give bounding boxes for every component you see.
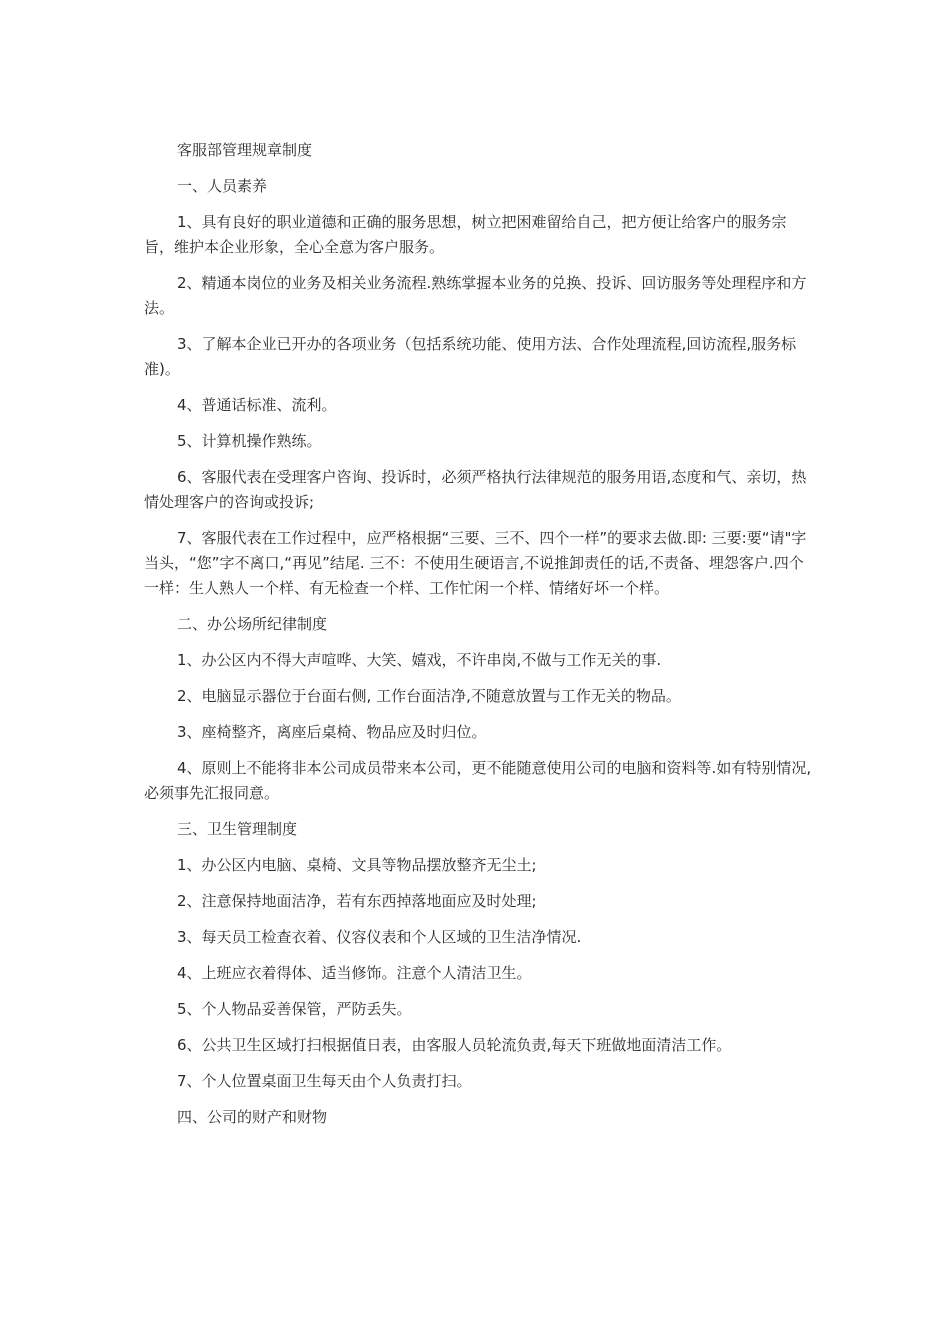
section-heading-4: 四、公司的财产和财物 xyxy=(177,1108,328,1126)
paragraph: 2、注意保持地面洁净，若有东西掉落地面应及时处理; xyxy=(177,892,537,910)
section-heading-2: 二、办公场所纪律制度 xyxy=(177,615,328,633)
document-title: 客服部管理规章制度 xyxy=(177,141,313,159)
paragraph: 7、个人位置桌面卫生每天由个人负责打扫。 xyxy=(177,1072,472,1090)
paragraph: 1、办公区内电脑、桌椅、文具等物品摆放整齐无尘土; xyxy=(177,856,537,874)
paragraph: 2、精通本岗位的业务及相关业务流程.熟练掌握本业务的兑换、投诉、回访服务等处理程序和方法。 xyxy=(144,274,807,317)
paragraph: 3、了解本企业已开办的各项业务（包括系统功能、使用方法、合作处理流程,回访流程,服务标准)。 xyxy=(144,335,797,378)
paragraph: 7、客服代表在工作过程中，应严格根据“三要、三不、四个一样”的要求去做.即: 三要:要“请"字当头，“您”字不离口,“再见”结尾. 三不：不使用生硬语言,不说推卸责任的话,不责备、埋怨客户.四个一样：生人熟人一个样、有无检查一个样、工作忙闲一个样、情绪好坏一个样。 xyxy=(144,529,807,597)
paragraph: 5、个人物品妥善保管，严防丢失。 xyxy=(177,1000,412,1018)
paragraph: 4、上班应衣着得体、适当修饰。注意个人清洁卫生。 xyxy=(177,964,532,982)
paragraph: 6、客服代表在受理客户咨询、投诉时，必须严格执行法律规范的服务用语,态度和气、亲切，热情处理客户的咨询或投诉; xyxy=(144,468,807,511)
section-heading-3: 三、卫生管理制度 xyxy=(177,820,298,838)
paragraph: 2、电脑显示器位于台面右侧, 工作台面洁净,不随意放置与工作无关的物品。 xyxy=(177,687,681,705)
paragraph: 3、座椅整齐，离座后桌椅、物品应及时归位。 xyxy=(177,723,487,741)
paragraph: 1、办公区内不得大声喧哗、大笑、嬉戏，不许串岗,不做与工作无关的事. xyxy=(177,651,662,669)
document-body xyxy=(144,138,812,1141)
paragraph: 5、计算机操作熟练。 xyxy=(177,432,322,450)
paragraph: 1、具有良好的职业道德和正确的服务思想，树立把困难留给自己，把方便让给客户的服务宗旨，维护本企业形象，全心全意为客户服务。 xyxy=(144,213,787,256)
paragraph: 3、每天员工检查衣着、仪容仪表和个人区域的卫生洁净情况. xyxy=(177,928,582,946)
paragraph: 4、原则上不能将非本公司成员带来本公司，更不能随意使用公司的电脑和资料等.如有特别情况,必须事先汇报同意。 xyxy=(144,759,812,802)
paragraph: 6、公共卫生区域打扫根据值日表，由客服人员轮流负责,每天下班做地面清洁工作。 xyxy=(177,1036,732,1054)
paragraph: 4、普通话标准、流利。 xyxy=(177,396,337,414)
section-heading-1: 一、人员素养 xyxy=(177,177,268,195)
